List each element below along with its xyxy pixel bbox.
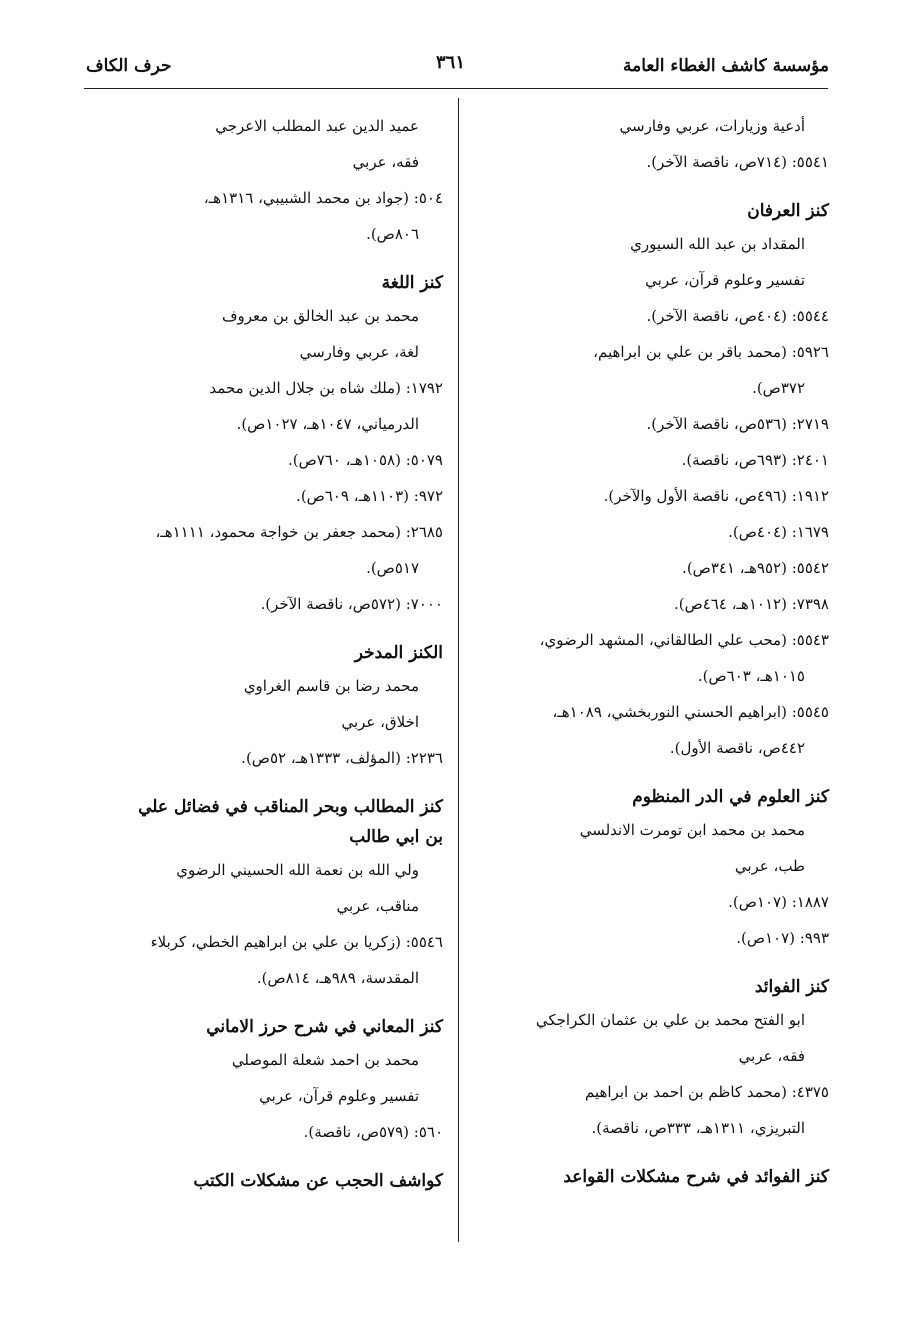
entry-line: ٥٥٤١: (٧١٤ص، ناقصة الآخر). <box>646 153 829 171</box>
entry-title: كواشف الحجب عن مشكلات الكتب <box>193 1171 443 1191</box>
entry-line: ٥٩٢٦: (محمد باقر بن علي بن ابراهيم، <box>593 343 829 361</box>
entry-line: فقه، عربي <box>738 1047 805 1065</box>
entry-line: المقداد بن عبد الله السيوري <box>630 235 805 253</box>
entry-line: ٧٣٩٨: (١٠١٢هـ، ٤٦٤ص). <box>673 595 829 613</box>
entry-line: ٤٤٢ص، ناقصة الأول). <box>669 739 805 757</box>
entry-line: ٩٧٢: (١١٠٣هـ، ٦٠٩ص). <box>296 487 443 505</box>
entry-title: كنز العلوم في الدر المنظوم <box>632 787 829 807</box>
left-column <box>78 108 443 1196</box>
entry-line: تفسير وعلوم قرآن، عربي <box>259 1087 419 1105</box>
entry-title: كنز العرفان <box>747 201 829 221</box>
entry-line: ٧٠٠٠: (٥٧٢ص، ناقصة الآخر). <box>260 595 443 613</box>
entry-line: محمد بن محمد ابن تومرت الاندلسي <box>579 821 805 839</box>
entry-line: ٥١٧ص). <box>366 559 419 577</box>
entry-line: ١٧٩٢: (ملك شاه بن جلال الدين محمد <box>209 379 443 397</box>
entry-title: بن ابي طالب <box>349 827 443 847</box>
entry-line: فقه، عربي <box>352 153 419 171</box>
entry-line: محمد رضا بن قاسم الغراوي <box>243 677 419 695</box>
entry-line: ١٠١٥هـ، ٦٠٣ص). <box>697 667 805 685</box>
header-rule <box>84 88 828 89</box>
entry-line: ٢٤٠١: (٦٩٣ص، ناقصة). <box>681 451 829 469</box>
page-number: ٣٦١ <box>436 52 466 73</box>
entry-line: ٢٧١٩: (٥٣٦ص، ناقصة الآخر). <box>646 415 829 433</box>
entry-title: كنز الفوائد <box>754 977 829 997</box>
right-column <box>477 108 829 1192</box>
entry-line: ٨٠٦ص). <box>366 225 419 243</box>
running-header-section: حرف الكاف <box>86 56 172 76</box>
entry-line: ١٦٧٩: (٤٠٤ص). <box>728 523 829 541</box>
entry-line: ٢٢٣٦: (المؤلف، ١٣٣٣هـ، ٥٢ص). <box>241 749 443 767</box>
entry-line: لغة، عربي وفارسي <box>299 343 419 361</box>
entry-title: كنز الفوائد في شرح مشكلات القواعد <box>563 1167 829 1187</box>
entry-line: ٥٥٤٥: (ابراهيم الحسني النوربخشي، ١٠٨٩هـ، <box>552 703 829 721</box>
entry-gap <box>78 1150 443 1166</box>
entry-gap <box>78 776 443 792</box>
entry-line: ٥٥٤٣: (محب علي الطالقاني، المشهد الرضوي، <box>539 631 829 649</box>
entry-line: ٥٥٤٦: (زكريا بن علي بن ابراهيم الخطي، كربلاء <box>150 933 443 951</box>
entry-line: ٥٥٤٢: (٩٥٢هـ، ٣٤١ص). <box>682 559 829 577</box>
entry-line: ٥٠٧٩: (١٠٥٨هـ، ٧٦٠ص). <box>287 451 443 469</box>
entry-title: الكنز المدخر <box>354 643 443 663</box>
entry-gap <box>78 622 443 638</box>
entry-gap <box>78 996 443 1012</box>
column-divider <box>458 98 459 1242</box>
entry-gap <box>78 252 443 268</box>
entry-line: مناقب، عربي <box>336 897 419 915</box>
entry-line: ٥٥٤٤: (٤٠٤ص، ناقصة الآخر). <box>646 307 829 325</box>
entry-line: ١٨٨٧: (١٠٧ص). <box>728 893 829 911</box>
entry-line: ٩٩٣: (١٠٧ص). <box>736 929 829 947</box>
entry-line: ٥٠٤: (جواد بن محمد الشبيبي، ١٣١٦هـ، <box>203 189 443 207</box>
entry-line: ٢٦٨٥: (محمد جعفر بن خواجة محمود، ١١١١هـ، <box>155 523 443 541</box>
entry-gap <box>477 1146 829 1162</box>
entry-line: ولي الله بن نعمة الله الحسيني الرضوي <box>176 861 419 879</box>
entry-line: طب، عربي <box>734 857 805 875</box>
entry-line: محمد بن عبد الخالق بن معروف <box>221 307 419 325</box>
entry-line: اخلاق، عربي <box>341 713 419 731</box>
entry-line: ٥٦٠: (٥٧٩ص، ناقصة). <box>303 1123 443 1141</box>
entry-line: التبريزي، ١٣١١هـ، ٣٣٣ص، ناقصة). <box>591 1119 805 1137</box>
entry-line: محمد بن احمد شعلة الموصلي <box>231 1051 419 1069</box>
entry-line: عميد الدين عبد المطلب الاعرجي <box>215 117 419 135</box>
entry-gap <box>477 180 829 196</box>
entry-line: المقدسة، ٩٨٩هـ، ٨١٤ص). <box>256 969 419 987</box>
entry-title: كنز المعاني في شرح حرز الاماني <box>206 1017 443 1037</box>
entry-line: ١٩١٢: (٤٩٦ص، ناقصة الأول والآخر). <box>603 487 829 505</box>
entry-line: تفسير وعلوم قرآن، عربي <box>645 271 805 289</box>
entry-line: أدعية وزيارات، عربي وفارسي <box>619 117 805 135</box>
entry-title: كنز اللغة <box>381 273 443 293</box>
entry-gap <box>477 766 829 782</box>
entry-line: ابو الفتح محمد بن علي بن عثمان الكراجكي <box>535 1011 805 1029</box>
running-header-publisher: مؤسسة كاشف الغطاء العامة <box>622 56 829 76</box>
entry-gap <box>477 956 829 972</box>
entry-line: ٤٣٧٥: (محمد كاظم بن احمد بن ابراهيم <box>584 1083 829 1101</box>
entry-line: ٣٧٢ص). <box>752 379 805 397</box>
entry-line: الدرمياني، ١٠٤٧هـ، ١٠٢٧ص). <box>236 415 419 433</box>
entry-title: كنز المطالب وبحر المناقب في فضائل علي <box>138 797 443 817</box>
